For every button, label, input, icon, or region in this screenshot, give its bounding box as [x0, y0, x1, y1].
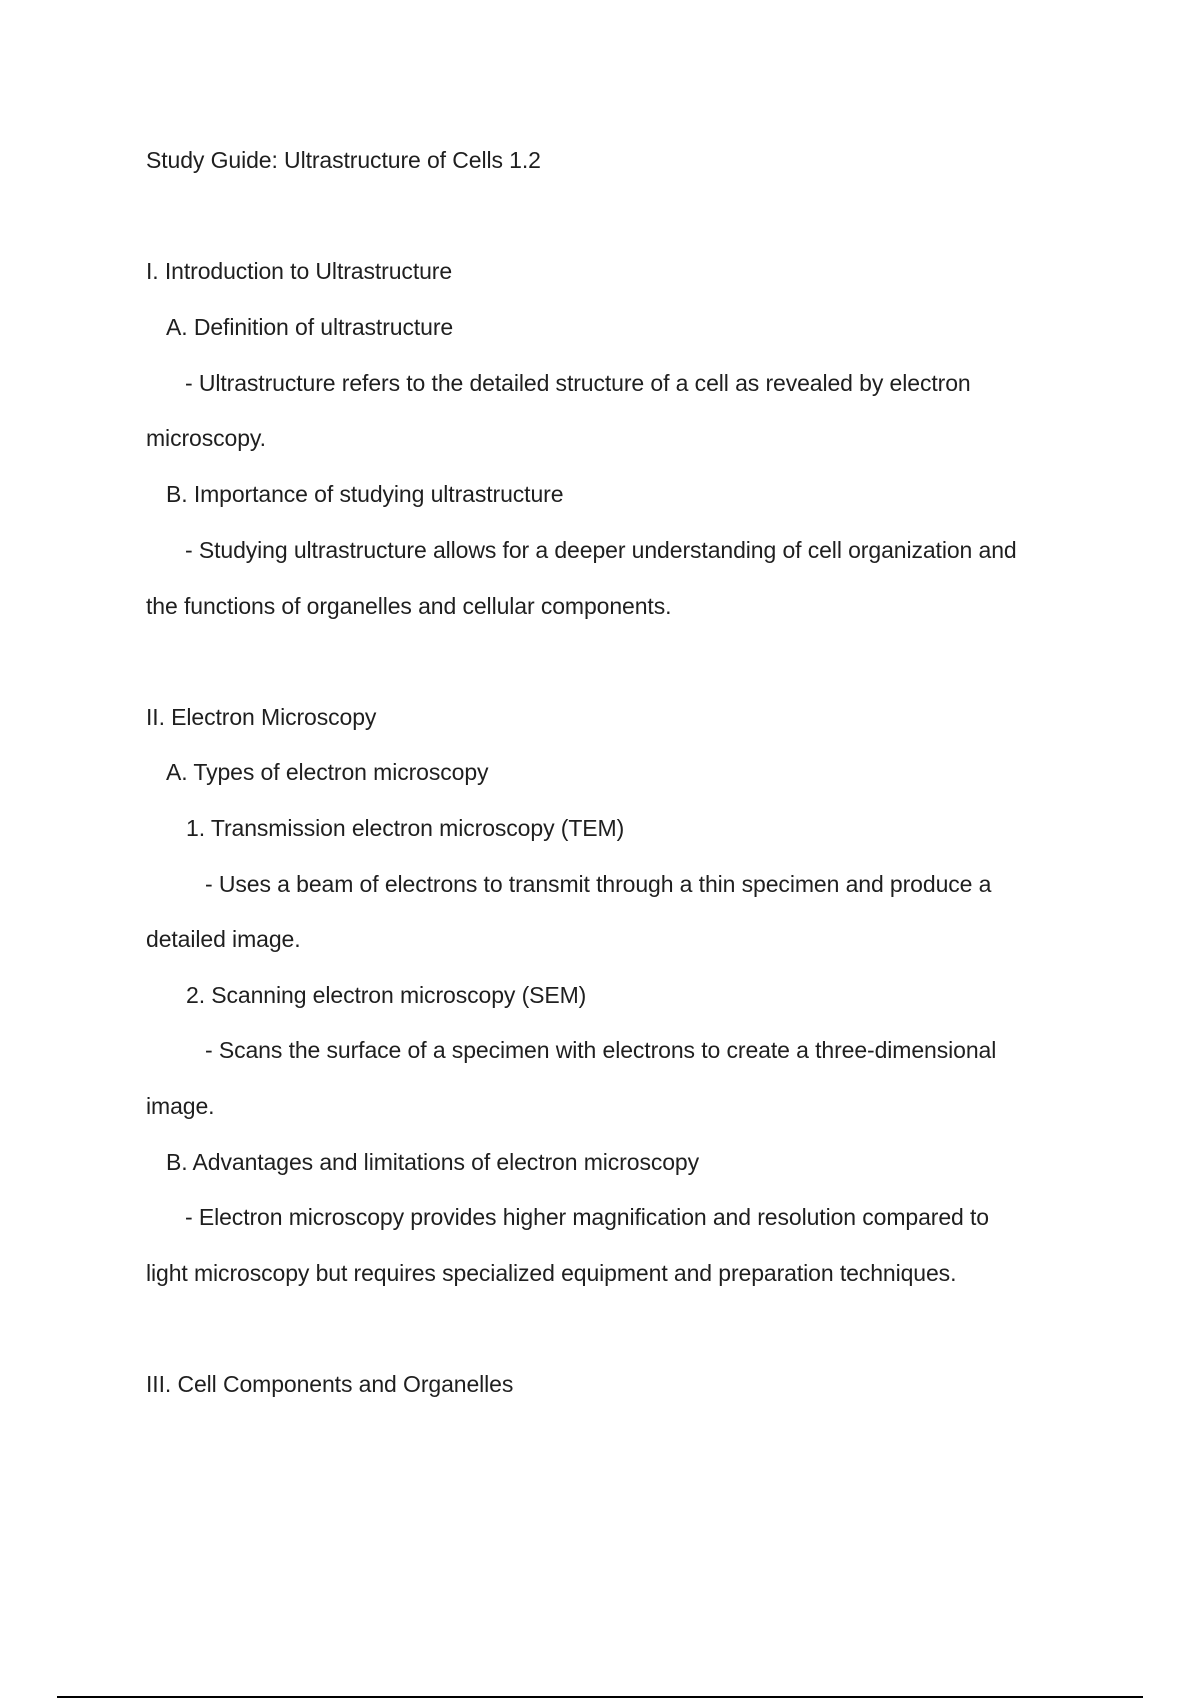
subsection-heading-types: A. Types of electron microscopy — [166, 759, 489, 785]
body-text: microscopy. — [146, 425, 266, 451]
subsection-heading-advantages: B. Advantages and limitations of electron microscopy — [166, 1149, 700, 1175]
body-text: image. — [146, 1093, 215, 1119]
body-text: - Scans the surface of a specimen with electrons to create a three-dimensional — [205, 1037, 997, 1063]
subsection-heading-importance: B. Importance of studying ultrastructure — [166, 481, 564, 507]
subsection-heading-definition: A. Definition of ultrastructure — [166, 314, 454, 340]
body-text: light microscopy but requires specialized equipment and preparation techniques. — [146, 1260, 957, 1286]
body-text: detailed image. — [146, 926, 301, 952]
list-item-heading-tem: 1. Transmission electron microscopy (TEM) — [186, 815, 625, 841]
list-item-heading-sem: 2. Scanning electron microscopy (SEM) — [186, 982, 587, 1008]
section-heading-electron-microscopy: II. Electron Microscopy — [146, 704, 377, 730]
body-text: the functions of organelles and cellular components. — [146, 593, 672, 619]
body-text: - Studying ultrastructure allows for a deeper understanding of cell organization and — [185, 537, 1017, 563]
page-bottom-rule — [57, 1696, 1143, 1698]
body-text: - Uses a beam of electrons to transmit through a thin specimen and produce a — [205, 871, 992, 897]
section-heading-introduction: I. Introduction to Ultrastructure — [146, 258, 453, 284]
body-text: - Ultrastructure refers to the detailed structure of a cell as revealed by electron — [185, 370, 971, 396]
document-title: Study Guide: Ultrastructure of Cells 1.2 — [146, 147, 541, 173]
body-text: - Electron microscopy provides higher magnification and resolution compared to — [185, 1204, 989, 1230]
section-heading-cell-components: III. Cell Components and Organelles — [146, 1371, 514, 1397]
